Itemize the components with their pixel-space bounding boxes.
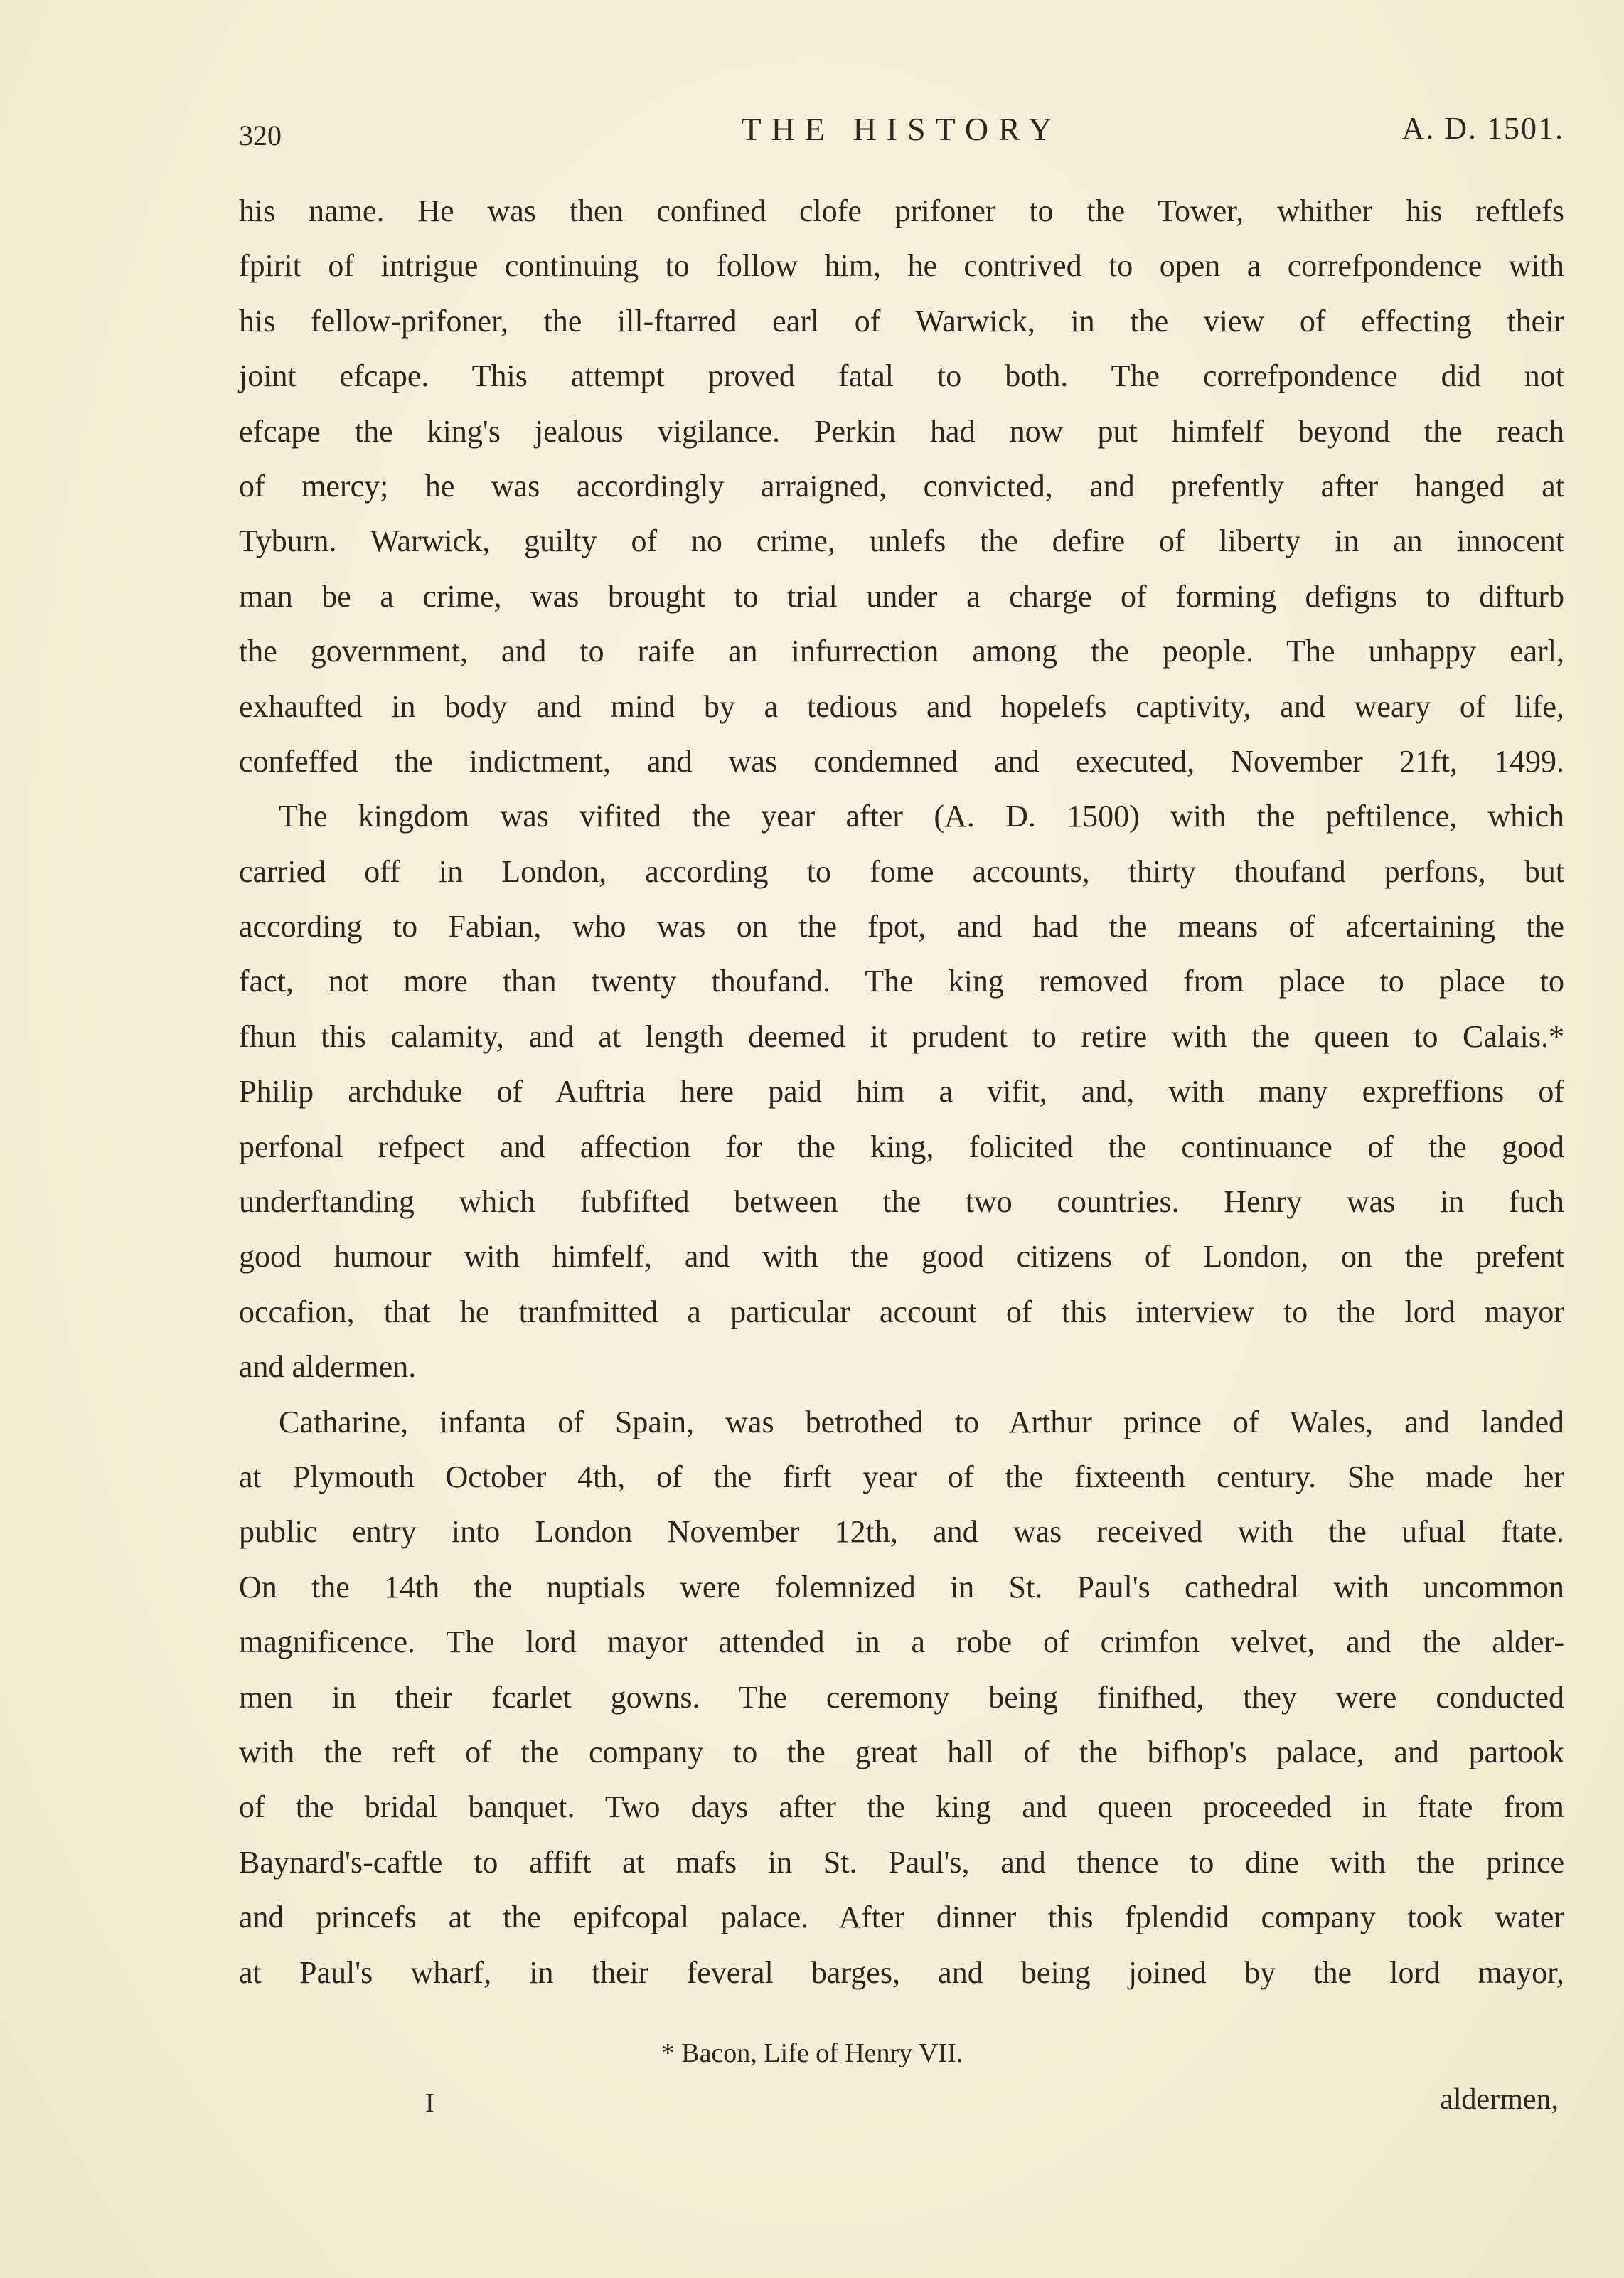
text-line: according to Fabian, who was on the fpot, and had the means of afcertaining the xyxy=(239,909,1564,944)
catchword: aldermen, xyxy=(1440,2083,1559,2116)
text-line: of mercy; he was accordingly arraigned, convicted, and prefently after hanged at xyxy=(239,468,1564,504)
signature-mark: I xyxy=(425,2088,434,2118)
text-line: Catharine, infanta of Spain, was betrothed to Arthur prince of Wales, and landed xyxy=(279,1404,1564,1439)
text-line: his name. He was then confined clofe prifoner to the Tower, whither his reftlefs xyxy=(239,193,1564,228)
body-text xyxy=(239,183,1564,2000)
text-line: man be a crime, was brought to trial under a charge of forming defigns to difturb xyxy=(239,578,1564,614)
text-line: underftanding which fubfifted between the two countries. Henry was in fuch xyxy=(239,1184,1564,1220)
text-line: with the reft of the company to the great hall of the bifhop's palace, and partook xyxy=(239,1734,1564,1769)
running-title: THE HISTORY xyxy=(741,111,1062,147)
header-year: A. D. 1501. xyxy=(1401,111,1564,146)
text-line: at Paul's wharf, in their feveral barges, and being joined by the lord mayor, xyxy=(239,1954,1564,1990)
text-line: and princefs at the epifcopal palace. After dinner this fplendid company took water xyxy=(239,1900,1564,1935)
text-line: efcape the king's jealous vigilance. Perkin had now put himfelf beyond the reach xyxy=(239,413,1564,449)
text-line: public entry into London November 12th, and was received with the ufual ftate. xyxy=(239,1514,1564,1550)
text-line: good humour with himfelf, and with the good citizens of London, on the prefent xyxy=(239,1239,1564,1274)
text-line: men in their fcarlet gowns. The ceremony being finifhed, they were conducted xyxy=(239,1679,1564,1715)
text-line: fact, not more than twenty thoufand. The king removed from place to place to xyxy=(239,964,1564,999)
text-line: occafion, that he tranfmitted a particular account of this interview to the lord mayor xyxy=(239,1294,1564,1329)
text-line: and aldermen. xyxy=(239,1349,417,1385)
text-line: carried off in London, according to fome accounts, thirty thoufand perfons, but xyxy=(239,853,1564,889)
footnote: * Bacon, Life of Henry VII. xyxy=(661,2038,963,2068)
text-line: confeffed the indictment, and was condemned and executed, November 21ft, 1499. xyxy=(239,743,1564,779)
text-line: Philip archduke of Auftria here paid him a vifit, and, with many expreffions of xyxy=(239,1074,1564,1109)
text-line: Baynard's-caftle to affift at mafs in St. Paul's, and thence to dine with the prince xyxy=(239,1844,1564,1880)
text-line: joint efcape. This attempt proved fatal to both. The correfpondence did not xyxy=(239,358,1564,394)
page-number: 320 xyxy=(239,119,282,151)
text-line: the government, and to raife an infurrection among the people. The unhappy earl, xyxy=(239,634,1564,669)
text-line: perfonal refpect and affection for the king, folicited the continuance of the good xyxy=(239,1129,1564,1164)
text-line: exhaufted in body and mind by a tedious and hopelefs captivity, and weary of life, xyxy=(239,688,1564,724)
text-line: The kingdom was vifited the year after (A. D. 1500) with the peftilence, which xyxy=(279,799,1564,834)
text-line: fpirit of intrigue continuing to follow him, he contrived to open a correfpondence with xyxy=(239,248,1564,284)
text-line: magnificence. The lord mayor attended in a robe of crimfon velvet, and the alder- xyxy=(239,1624,1564,1660)
text-line: fhun this calamity, and at length deemed it prudent to retire with the queen to Calais.* xyxy=(239,1018,1564,1054)
text-line: at Plymouth October 4th, of the firft year of the fixteenth century. She made her xyxy=(239,1459,1564,1494)
text-line: On the 14th the nuptials were folemnized in St. Paul's cathedral with uncommon xyxy=(239,1569,1564,1604)
text-line: Tyburn. Warwick, guilty of no crime, unlefs the defire of liberty in an innocent xyxy=(239,523,1564,559)
text-line: his fellow-prifoner, the ill-ftarred earl of Warwick, in the view of effecting their xyxy=(239,303,1564,339)
text-line: of the bridal banquet. Two days after the king and queen proceeded in ftate from xyxy=(239,1789,1564,1825)
running-header xyxy=(239,110,1564,153)
